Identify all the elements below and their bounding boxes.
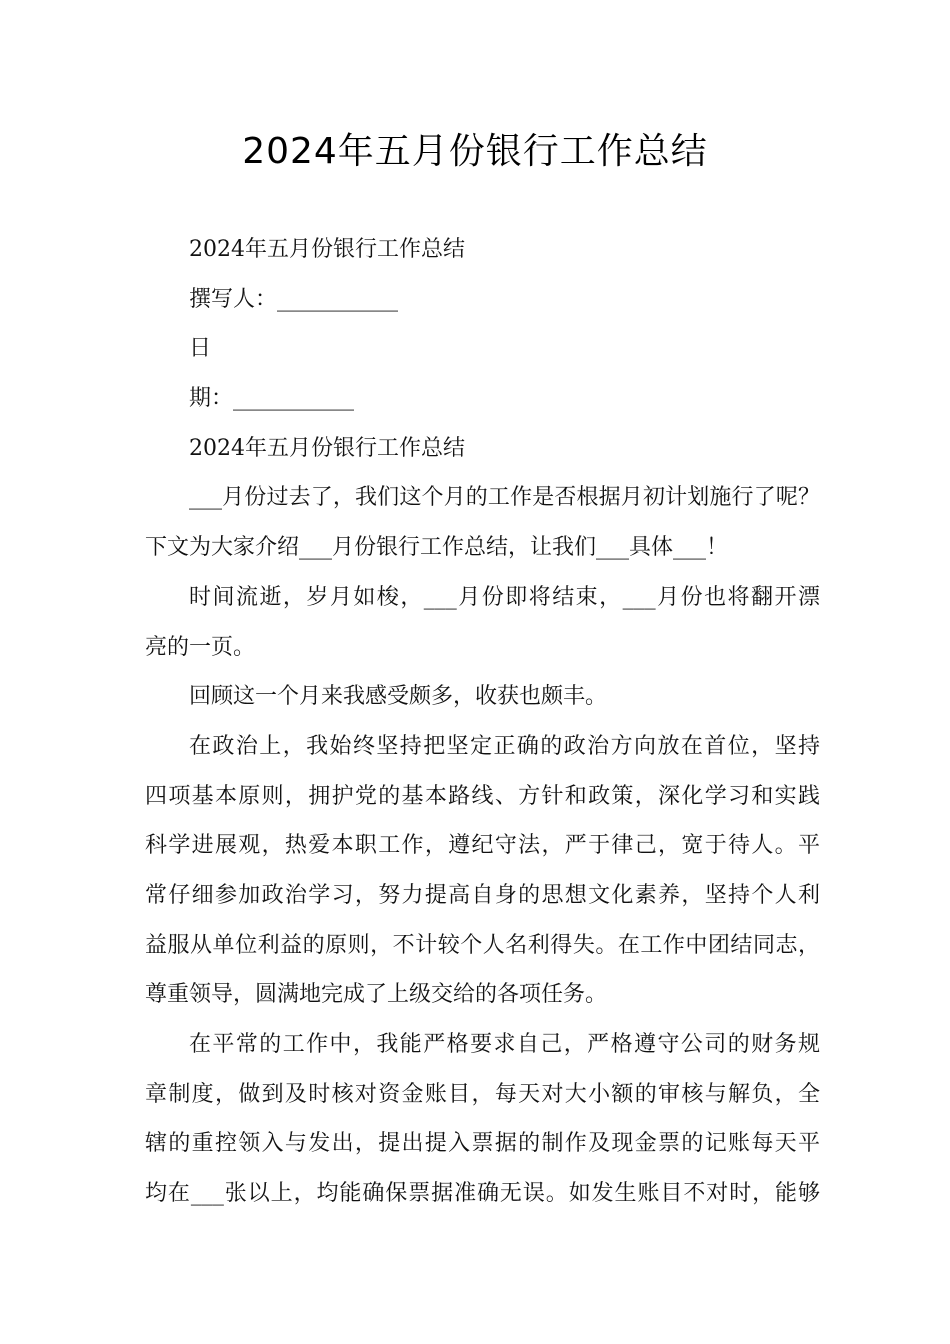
paragraph-line: 时间流逝，岁月如梭，___月份即将结束，___月份也将翻开漂 xyxy=(189,584,820,610)
paragraph-line: 辖的重控领入与发出，提出提入票据的制作及现金票的记账每天平 xyxy=(145,1131,820,1157)
date-line: 期：___________ xyxy=(189,386,355,412)
paragraph-line: 尊重领导，圆满地完成了上级交给的各项任务。 xyxy=(145,982,608,1008)
paragraph-line: 在政治上，我始终坚持把坚定正确的政治方向放在首位，坚持 xyxy=(189,733,820,759)
paragraph-line: 回顾这一个月来我感受颇多，收获也颇丰。 xyxy=(189,684,608,710)
paragraph-line: 益服从单位利益的原则，不计较个人名利得失。在工作中团结同志， xyxy=(145,932,820,958)
document-title: 2024年五月份银行工作总结 xyxy=(242,131,708,172)
paragraph-line: 在平常的工作中，我能严格要求自己，严格遵守公司的财务规 xyxy=(189,1032,820,1057)
paragraph-line: ___月份过去了，我们这个月的工作是否根据月初计划施行了呢？ xyxy=(189,485,820,511)
paragraph-line: 常仔细参加政治学习，努力提高自身的思想文化素养，坚持个人利 xyxy=(145,882,820,908)
subtitle-line: 2024年五月份银行工作总结 xyxy=(189,237,465,262)
paragraph-line: 章制度，做到及时核对资金账目，每天对大小额的审核与解负，全 xyxy=(145,1081,820,1107)
paragraph-line: 均在___张以上，均能确保票据准确无误。如发生账目不对时，能够 xyxy=(145,1181,820,1207)
paragraph-line: 亮的一页。 xyxy=(145,634,256,660)
paragraph-line: 科学进展观，热爱本职工作，遵纪守法，严于律己，宽于待人。平 xyxy=(145,833,820,859)
author-line: 撰写人：___________ xyxy=(189,286,399,312)
document-body xyxy=(145,225,820,1219)
date-label-line: 日 xyxy=(189,336,212,362)
paragraph-line: 四项基本原则，拥护党的基本路线、方针和政策，深化学习和实践 xyxy=(145,783,820,809)
heading-line: 2024年五月份银行工作总结 xyxy=(189,435,465,461)
paragraph-line: 下文为大家介绍___月份银行工作总结，让我们___具体___！ xyxy=(145,535,729,561)
